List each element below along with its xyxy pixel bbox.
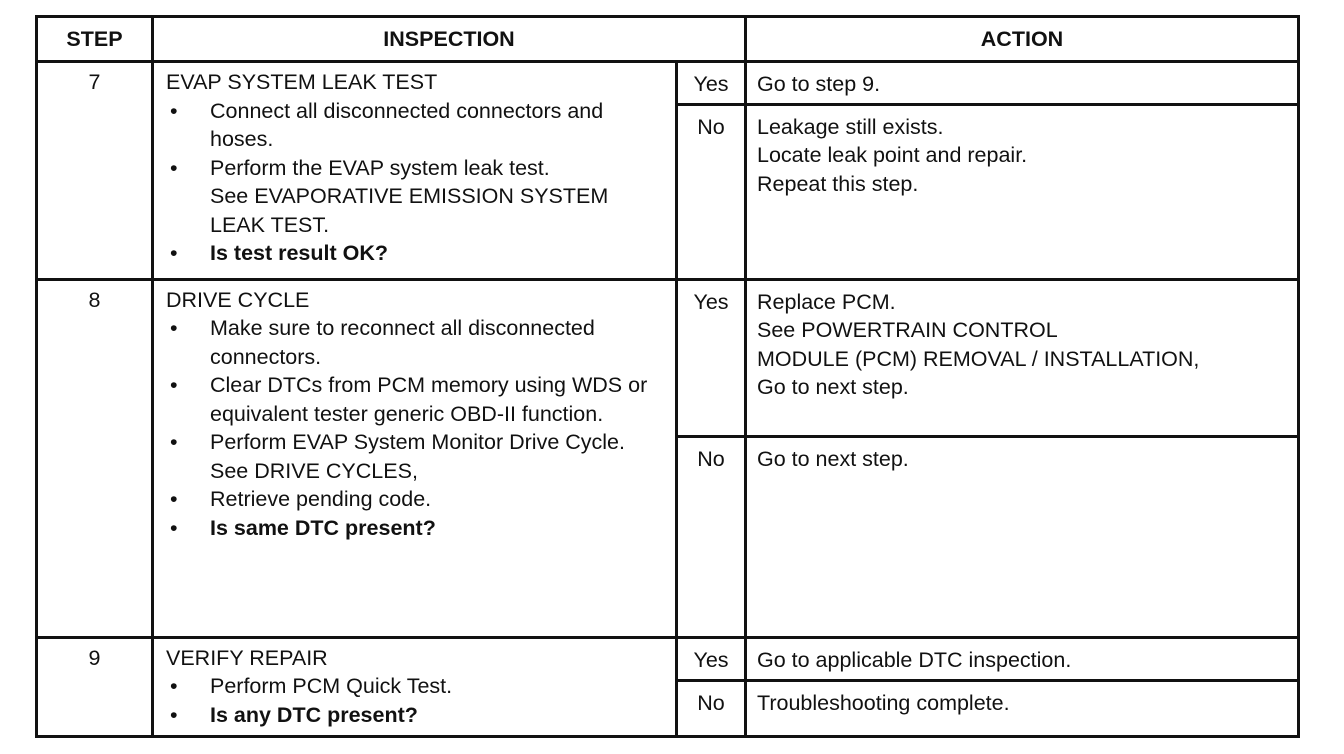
bullet-item: [166, 701, 667, 730]
question-text: Is any DTC present?: [210, 702, 418, 727]
bullet-item: [166, 314, 667, 371]
inspection-bullets: [166, 314, 667, 542]
bullet-text: Perform PCM Quick Test.: [210, 674, 453, 698]
inspection-cell: [153, 279, 677, 637]
action-line: Leakage still exists.: [757, 114, 944, 139]
action-line: Locate leak point and repair.: [757, 143, 1028, 167]
header-inspection: INSPECTION: [153, 17, 746, 62]
action-line: Repeat this step.: [757, 171, 919, 196]
action-line: Go to applicable DTC inspection.: [757, 647, 1072, 672]
header-row: [37, 17, 1299, 62]
bullet-item: [166, 239, 667, 268]
action-line: MODULE (PCM) REMOVAL / INSTALLATION,: [757, 346, 1200, 371]
bullet-item: [166, 514, 667, 543]
action-line: Replace PCM.: [757, 289, 896, 314]
table-row-step-8-yes: [37, 279, 1299, 436]
yes-label: Yes: [677, 637, 746, 680]
action-line: Go to next step.: [757, 375, 909, 399]
action-line: Go to step 9.: [757, 72, 881, 96]
bullet-text: Perform EVAP System Monitor Drive Cycle.: [210, 430, 625, 454]
see-reference: See EVAPORATIVE EMISSION SYSTEM LEAK TEST.: [210, 184, 609, 237]
inspection-title: EVAP SYSTEM LEAK TEST: [166, 70, 438, 94]
see-reference: See DRIVE CYCLES,: [210, 458, 418, 483]
action-line: Troubleshooting complete.: [757, 690, 1010, 715]
bullet-text: Connect all disconnected connectors and hoses.: [210, 98, 604, 151]
bullet-item: [166, 485, 667, 514]
no-label: No: [677, 436, 746, 637]
troubleshooting-table: [35, 15, 1300, 738]
bullet-text: Make sure to reconnect all disconnected connectors.: [210, 316, 595, 369]
inspection-title: DRIVE CYCLE: [166, 287, 310, 312]
action-no: [746, 104, 1299, 279]
action-yes: [746, 62, 1299, 105]
bullet-item: [166, 371, 667, 428]
inspection-cell: [153, 637, 677, 737]
action-line: Go to next step.: [757, 446, 909, 471]
bullet-text: Perform the EVAP system leak test.: [210, 155, 550, 180]
inspection-title: VERIFY REPAIR: [166, 645, 328, 670]
bullet-item: [166, 154, 667, 240]
bullet-item: [166, 672, 667, 701]
bullet-text: Clear DTCs from PCM memory using WDS or equivalent tester generic OBD-II function.: [210, 373, 648, 426]
inspection-bullets: [166, 97, 667, 268]
header-step: STEP: [37, 17, 153, 62]
inspection-bullets: [166, 672, 667, 729]
step-number: 7: [37, 62, 153, 280]
inspection-cell: [153, 62, 677, 280]
step-number: 9: [37, 637, 153, 737]
yes-label: Yes: [677, 62, 746, 105]
no-label: No: [677, 680, 746, 737]
header-action: ACTION: [746, 17, 1299, 62]
troubleshooting-sheet: [35, 15, 1297, 738]
question-text: Is same DTC present?: [210, 515, 436, 540]
yes-label: Yes: [677, 279, 746, 436]
action-line: See POWERTRAIN CONTROL: [757, 318, 1058, 342]
bullet-item: [166, 428, 667, 485]
step-number: 8: [37, 279, 153, 637]
action-no: [746, 680, 1299, 737]
bullet-item: [166, 97, 667, 154]
action-yes: [746, 279, 1299, 436]
action-yes: [746, 637, 1299, 680]
action-no: [746, 436, 1299, 637]
no-label: No: [677, 104, 746, 279]
table-row-step-9-yes: [37, 637, 1299, 680]
table-row-step-7-yes: [37, 62, 1299, 105]
question-text: Is test result OK?: [210, 241, 389, 265]
bullet-text: Retrieve pending code.: [210, 487, 432, 511]
